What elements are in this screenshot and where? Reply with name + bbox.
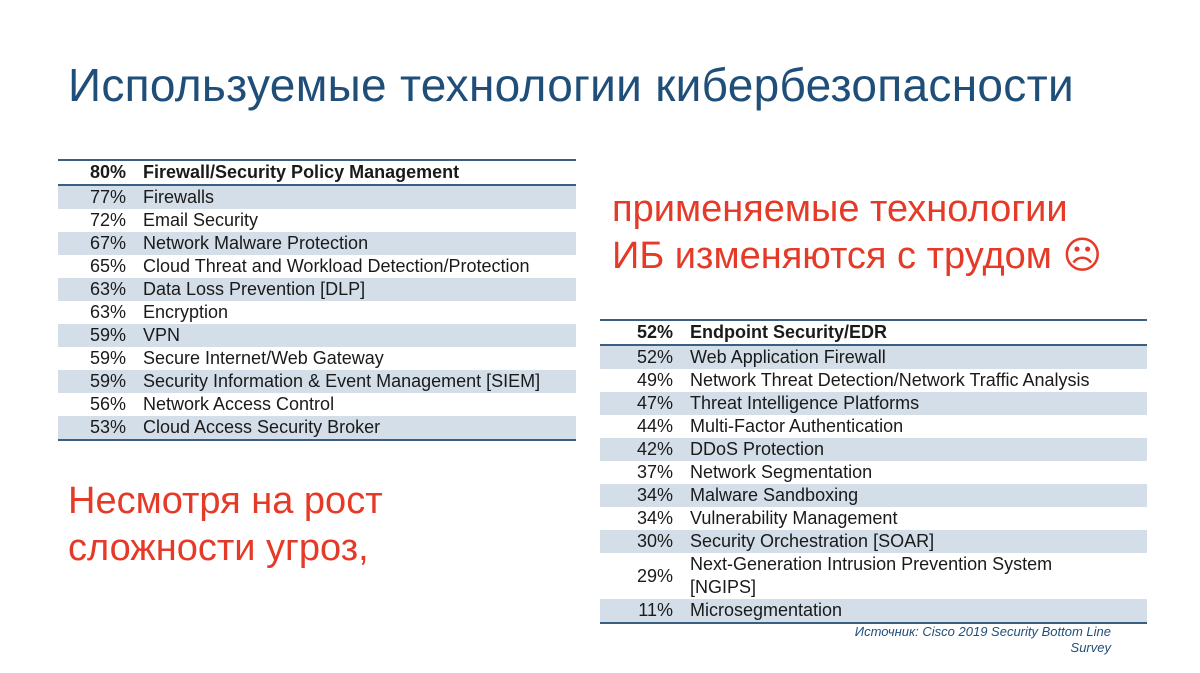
table-row xyxy=(58,209,576,232)
percentage-cell: 80% xyxy=(58,160,143,185)
technology-name-cell: DDoS Protection xyxy=(690,438,1147,461)
table-row xyxy=(600,484,1147,507)
callout-left xyxy=(68,478,383,572)
percentage-cell: 47% xyxy=(600,392,690,415)
percentage-cell: 42% xyxy=(600,438,690,461)
source-line-1: Источник: Cisco 2019 Security Bottom Line xyxy=(854,624,1111,639)
percentage-cell: 29% xyxy=(636,565,673,586)
technology-name-cell: Endpoint Security/EDR xyxy=(690,320,1147,345)
table-row xyxy=(58,278,576,301)
source-citation xyxy=(811,624,1111,656)
table-row xyxy=(58,232,576,255)
table-row xyxy=(600,507,1147,530)
technology-name-cell: Firewall/Security Policy Management xyxy=(143,160,576,185)
percentage-cell: 53% xyxy=(58,416,143,440)
percentage-cell: 37% xyxy=(636,462,673,482)
percentage-cell: 63% xyxy=(89,302,126,322)
technology-name-cell: Email Security xyxy=(143,210,259,230)
table-row xyxy=(600,392,1147,415)
table-row xyxy=(600,320,1147,345)
percentage-cell: 52% xyxy=(600,320,690,345)
callout-right xyxy=(612,186,1102,280)
technology-name-cell: Network Malware Protection xyxy=(143,232,576,255)
table-row xyxy=(600,415,1147,438)
technology-name-cell: Vulnerability Management xyxy=(690,508,898,528)
percentage-cell: 34% xyxy=(636,508,673,528)
percentage-cell: 59% xyxy=(58,324,143,347)
table-row xyxy=(600,530,1147,553)
callout-left-line-2: сложности угроз, xyxy=(68,527,369,569)
percentage-cell: 63% xyxy=(58,278,143,301)
callout-right-line-1: применяемые технологии xyxy=(612,188,1068,230)
technology-name-cell: Security Orchestration [SOAR] xyxy=(690,530,1147,553)
table-row xyxy=(58,393,576,416)
table-row xyxy=(58,160,576,185)
right-technology-table xyxy=(600,319,1147,624)
technology-name-cell: Malware Sandboxing xyxy=(690,484,1147,507)
technology-name-cell: Encryption xyxy=(143,302,229,322)
technology-name-cell: Secure Internet/Web Gateway xyxy=(143,348,384,368)
source-line-2: Survey xyxy=(1070,640,1111,655)
percentage-cell: 56% xyxy=(89,394,126,414)
table-row xyxy=(58,347,576,370)
technology-name-cell: Web Application Firewall xyxy=(690,345,1147,369)
table-row xyxy=(600,369,1147,392)
table-row xyxy=(600,345,1147,369)
table-row xyxy=(58,324,576,347)
technology-name-cell: Firewalls xyxy=(143,185,576,209)
callout-right-line-2: ИБ изменяются с трудом ☹ xyxy=(612,235,1103,277)
technology-name-cell: Cloud Threat and Workload Detection/Protection xyxy=(143,256,530,276)
page-title: Используемые технологии кибербезопасности xyxy=(68,59,1074,111)
technology-name-cell: Network Access Control xyxy=(143,394,335,414)
percentage-cell: 44% xyxy=(636,416,673,436)
percentage-cell: 34% xyxy=(600,484,690,507)
percentage-cell: 65% xyxy=(89,256,126,276)
technology-name-text: Next-Generation Intrusion Prevention System [NGIPS] xyxy=(690,554,1053,597)
percentage-cell: 30% xyxy=(600,530,690,553)
percentage-cell: 59% xyxy=(58,370,143,393)
percentage-cell: 77% xyxy=(58,185,143,209)
technology-name-cell: Multi-Factor Authentication xyxy=(690,416,904,436)
technology-name-cell: Data Loss Prevention [DLP] xyxy=(143,278,576,301)
percentage-cell: 72% xyxy=(89,210,126,230)
table-row xyxy=(58,255,576,278)
percentage-cell: 67% xyxy=(58,232,143,255)
table-row xyxy=(600,553,1147,599)
percentage-cell: 11% xyxy=(600,599,690,623)
percentage-cell: 49% xyxy=(636,370,673,390)
technology-name-cell: Cloud Access Security Broker xyxy=(143,416,576,440)
technology-name-cell: Network Threat Detection/Network Traffic Analysis xyxy=(690,370,1090,390)
table-row xyxy=(58,416,576,440)
percentage-cell: 59% xyxy=(89,348,126,368)
technology-name-cell: VPN xyxy=(143,324,576,347)
technology-name-cell: Network Segmentation xyxy=(690,462,873,482)
table-row xyxy=(58,185,576,209)
left-technology-table xyxy=(58,159,576,441)
table-row xyxy=(58,370,576,393)
technology-name-cell xyxy=(690,553,1147,599)
percentage-cell: 52% xyxy=(600,345,690,369)
table-row xyxy=(58,301,576,324)
technology-name-cell: Microsegmentation xyxy=(690,599,1147,623)
technology-name-cell: Threat Intelligence Platforms xyxy=(690,392,1147,415)
table-row xyxy=(600,461,1147,484)
table-row xyxy=(600,599,1147,623)
callout-left-line-1: Несмотря на рост xyxy=(68,480,383,522)
table-row xyxy=(600,438,1147,461)
technology-name-cell: Security Information & Event Management [SIEM] xyxy=(143,370,576,393)
